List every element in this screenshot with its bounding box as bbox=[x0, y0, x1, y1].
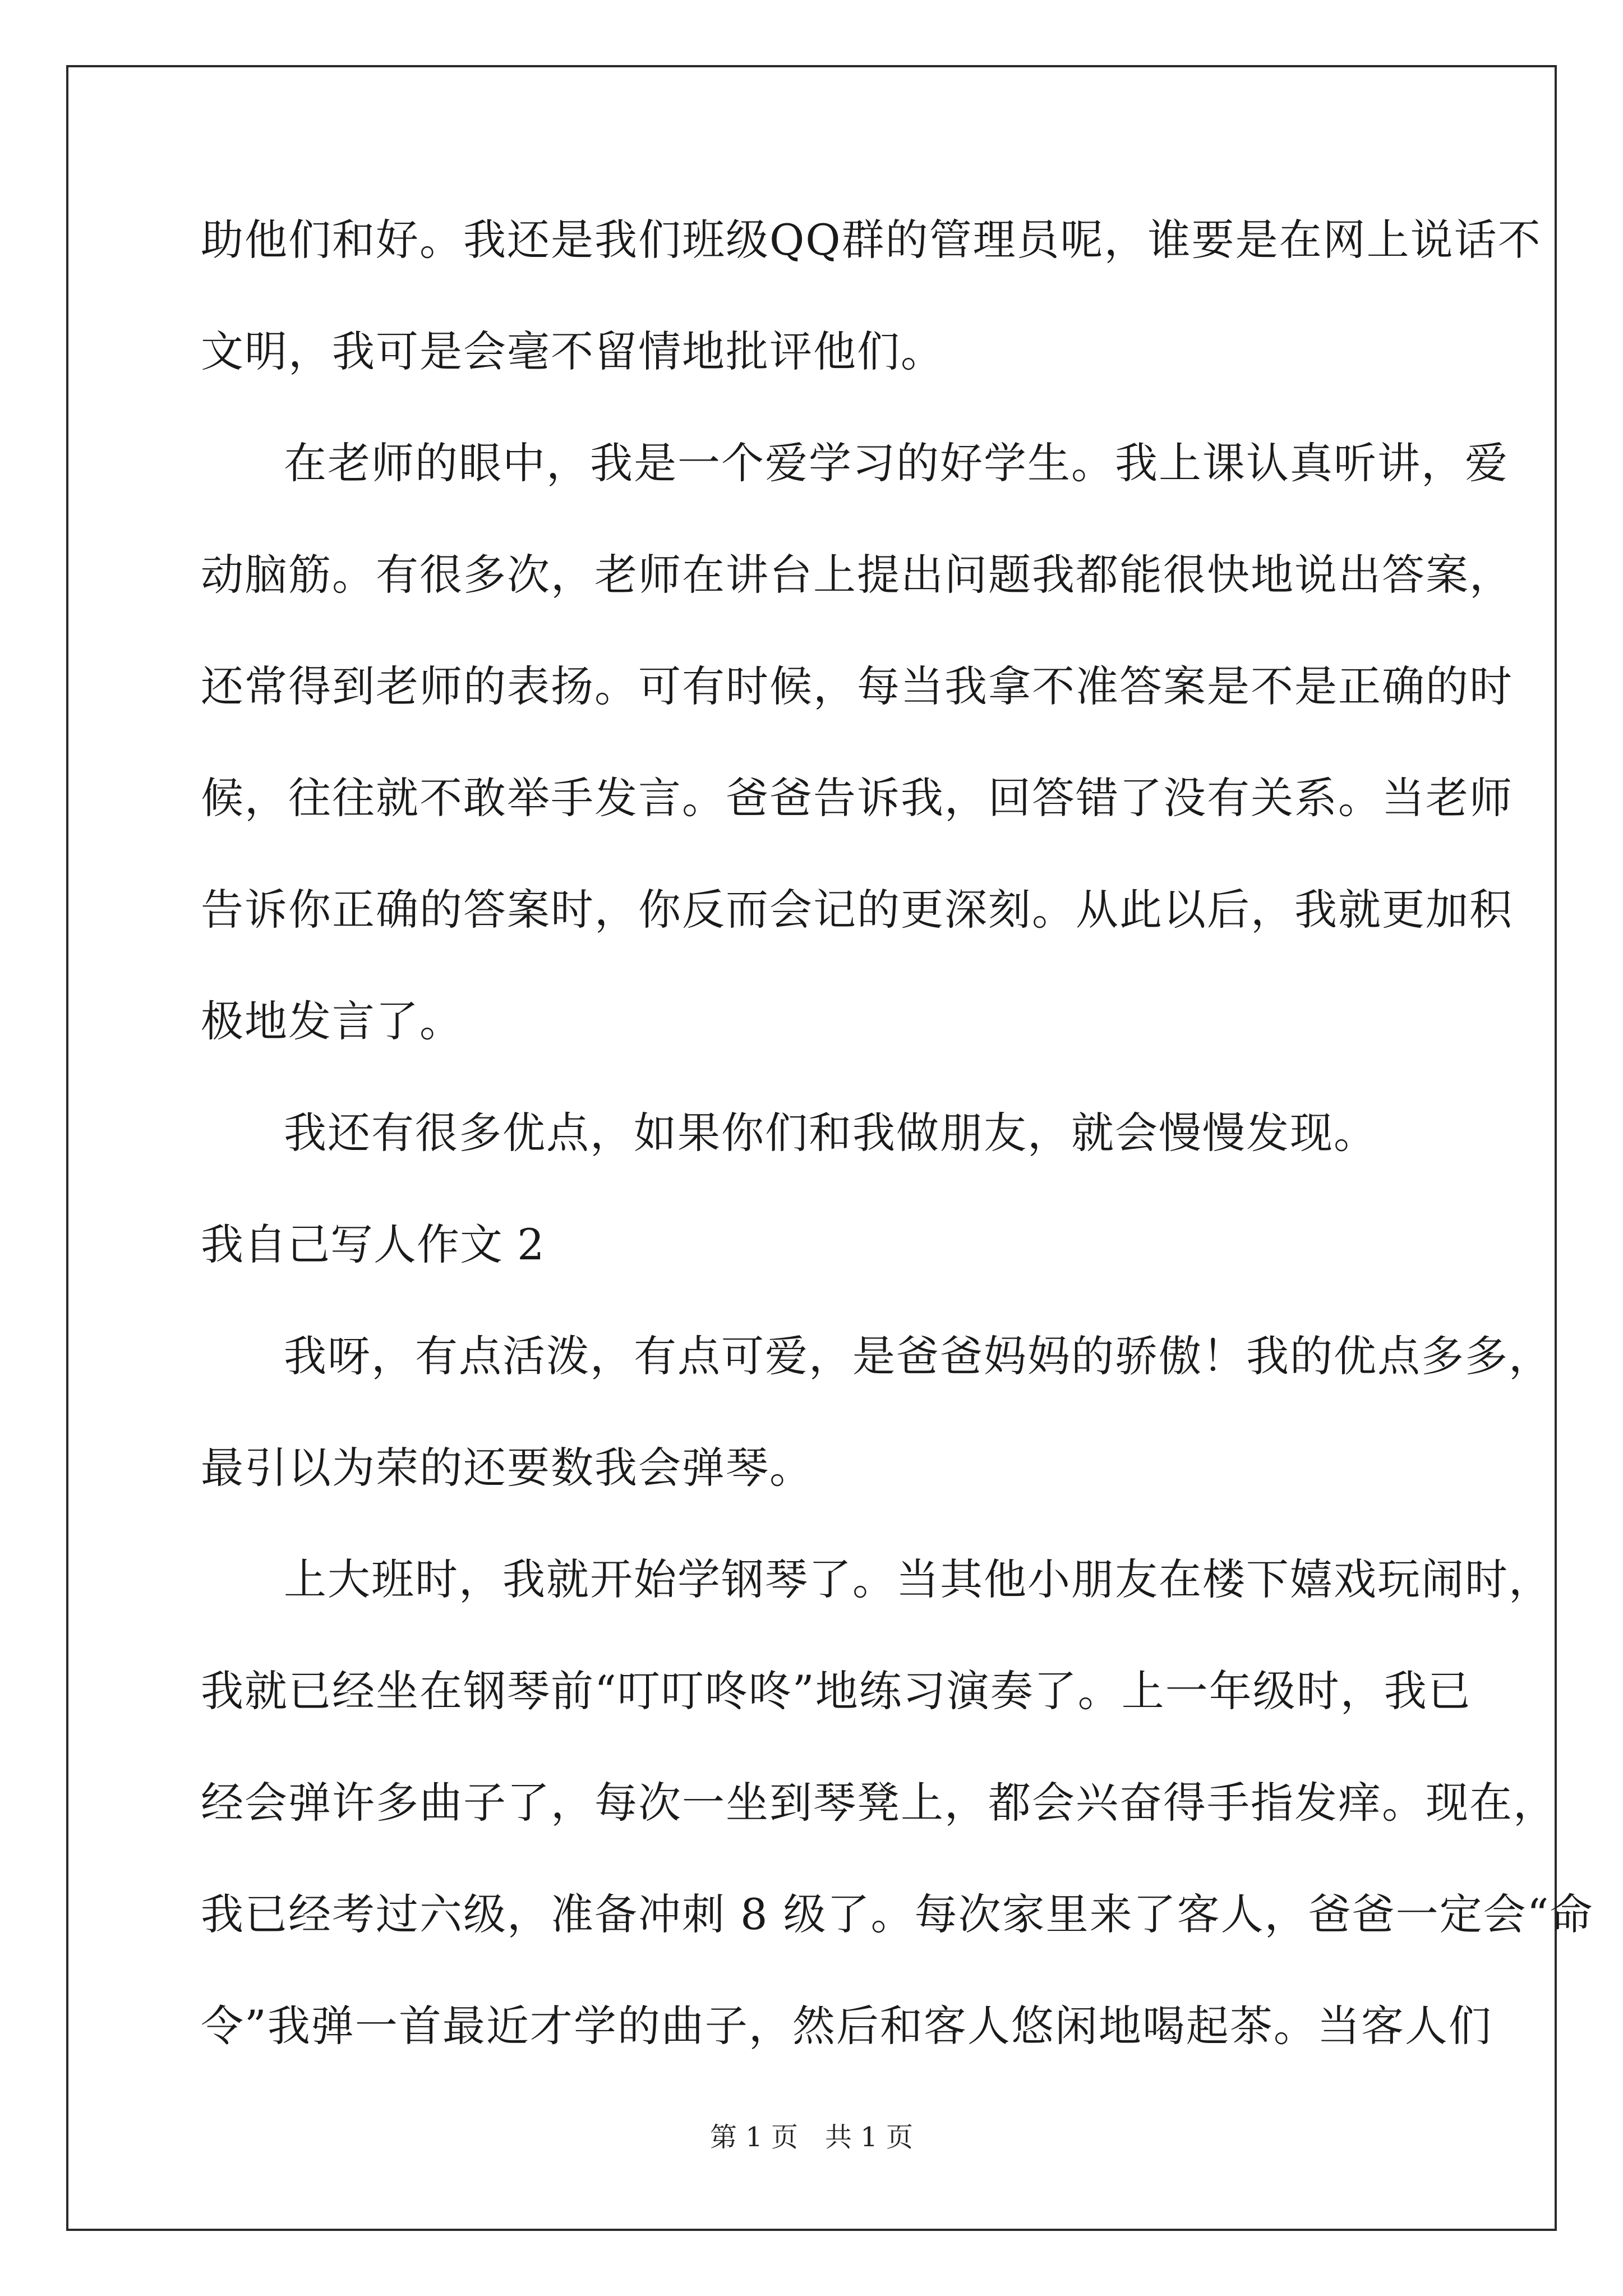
text-line-16: 我已经考过六级，准备冲刺 8 级了。每次家里来了客人，爸爸一定会“命 bbox=[201, 1889, 1594, 1939]
page-footer: 第 1 页 共 1 页 bbox=[709, 2122, 914, 2153]
text-line-5: 还常得到老师的表扬。可有时候，每当我拿不准答案是不是正确的时 bbox=[201, 661, 1513, 711]
document-body bbox=[201, 205, 1594, 2103]
text-line-11: 我呀，有点活泼，有点可爱，是爸爸妈妈的骄傲！我的优点多多， bbox=[284, 1331, 1552, 1381]
text-line-1: 助他们和好。我还是我们班级QQ群的管理员呢，谁要是在网上说话不 bbox=[201, 215, 1542, 265]
text-line-8: 极地发言了。 bbox=[201, 996, 463, 1046]
section-heading: 我自己写人作文 2 bbox=[201, 1220, 545, 1269]
text-line-15: 经会弹许多曲子了，每次一坐到琴凳上，都会兴奋得手指发痒。现在， bbox=[201, 1778, 1557, 1828]
text-line-9: 我还有很多优点，如果你们和我做朋友，就会慢慢发现。 bbox=[284, 1108, 1377, 1158]
text-line-12: 最引以为荣的还要数我会弹琴。 bbox=[201, 1443, 813, 1493]
text-line-14: 我就已经坐在钢琴前“叮叮咚咚”地练习演奏了。上一年级时，我已 bbox=[201, 1666, 1472, 1716]
text-line-7: 告诉你正确的答案时，你反而会记的更深刻。从此以后，我就更加积 bbox=[201, 885, 1513, 935]
text-line-13: 上大班时，我就开始学钢琴了。当其他小朋友在楼下嬉戏玩闹时， bbox=[284, 1554, 1552, 1604]
text-line-4: 动脑筋。有很多次，老师在讲台上提出问题我都能很快地说出答案， bbox=[201, 550, 1513, 600]
text-line-2: 文明，我可是会毫不留情地批评他们。 bbox=[201, 326, 944, 376]
text-line-17: 令”我弹一首最近才学的曲子，然后和客人悠闲地喝起茶。当客人们 bbox=[201, 2001, 1492, 2051]
text-line-3: 在老师的眼中，我是一个爱学习的好学生。我上课认真听讲，爱 bbox=[284, 438, 1509, 488]
text-line-6: 候，往往就不敢举手发言。爸爸告诉我，回答错了没有关系。当老师 bbox=[201, 773, 1513, 823]
